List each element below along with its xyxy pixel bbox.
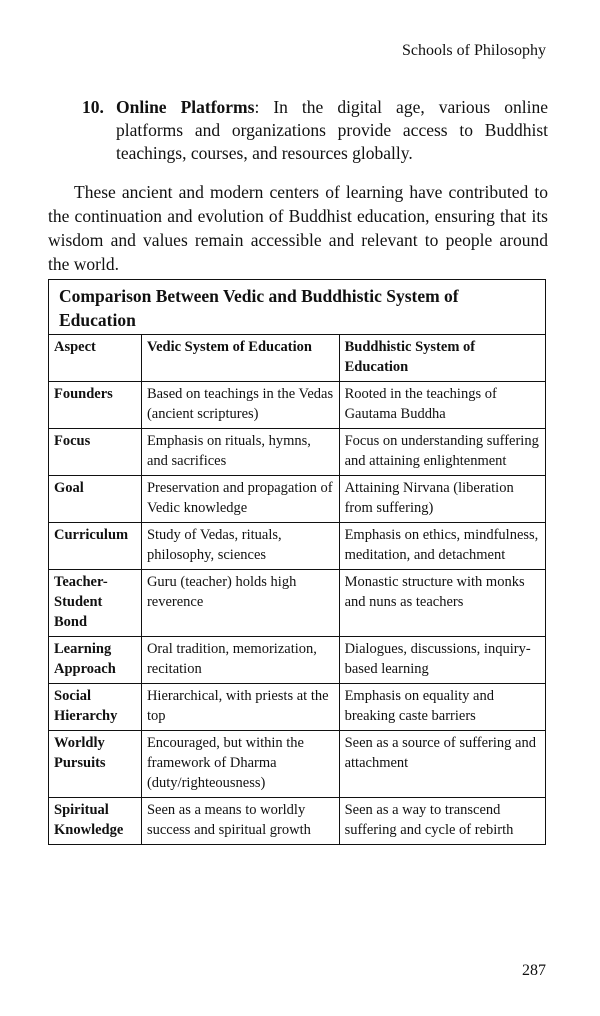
buddhistic-cell: Emphasis on equality and breaking caste barriers (339, 684, 545, 731)
list-item-number: 10. (82, 97, 104, 117)
table-row (49, 570, 546, 637)
buddhistic-cell: Seen as a source of suffering and attachment (339, 731, 545, 798)
comparison-table (48, 279, 546, 845)
vedic-cell: Study of Vedas, rituals, philosophy, sciences (141, 523, 339, 570)
buddhistic-cell: Dialogues, discussions, inquiry-based learning (339, 637, 545, 684)
buddhistic-cell: Rooted in the teachings of Gautama Buddha (339, 382, 545, 429)
table-row (49, 429, 546, 476)
aspect-cell: Curriculum (49, 523, 142, 570)
vedic-cell: Guru (teacher) holds high reverence (141, 570, 339, 637)
aspect-cell: Focus (49, 429, 142, 476)
table-row (49, 637, 546, 684)
aspect-cell: Teacher-Student Bond (49, 570, 142, 637)
vedic-cell: Preservation and propagation of Vedic knowledge (141, 476, 339, 523)
buddhistic-cell: Focus on understanding suffering and attaining enlightenment (339, 429, 545, 476)
running-head: Schools of Philosophy (401, 42, 546, 59)
table-row (49, 523, 546, 570)
column-header-aspect: Aspect (49, 335, 142, 382)
page-number: 287 (522, 962, 546, 979)
vedic-cell: Encouraged, but within the framework of Dharma (duty/righteousness) (141, 731, 339, 798)
list-item-label: Online Platforms (116, 97, 255, 117)
body-paragraph: These ancient and modern centers of learning have contributed to the continuation and evolution of Buddhist education, ensuring that its wisdom and values remain accessible and relevant to people around the world. (48, 182, 548, 274)
aspect-cell: Learning Approach (49, 637, 142, 684)
vedic-cell: Hierarchical, with priests at the top (141, 684, 339, 731)
aspect-cell: Goal (49, 476, 142, 523)
table-caption: Comparison Between Vedic and Buddhistic System of Education (49, 280, 546, 335)
column-header-vedic: Vedic System of Education (141, 335, 339, 382)
table-header-row (49, 335, 546, 382)
buddhistic-cell: Emphasis on ethics, mindfulness, meditation, and detachment (339, 523, 545, 570)
aspect-cell: Social Hierarchy (49, 684, 142, 731)
list-item-body (82, 96, 548, 165)
buddhistic-cell: Monastic structure with monks and nuns as teachers (339, 570, 545, 637)
aspect-cell: Founders (49, 382, 142, 429)
vedic-cell: Oral tradition, memorization, recitation (141, 637, 339, 684)
table-caption-row (49, 280, 546, 335)
table-row (49, 798, 546, 845)
list-item-text: : In the digital age, various online platforms and organizations provide access to Buddhist teachings, courses, and resources globally. (116, 97, 548, 163)
vedic-cell: Emphasis on rituals, hymns, and sacrifices (141, 429, 339, 476)
buddhistic-cell: Seen as a way to transcend suffering and cycle of rebirth (339, 798, 545, 845)
table-row (49, 684, 546, 731)
list-item-online-platforms (82, 96, 548, 165)
buddhistic-cell: Attaining Nirvana (liberation from suffering) (339, 476, 545, 523)
aspect-cell: Worldly Pursuits (49, 731, 142, 798)
table-row (49, 731, 546, 798)
vedic-cell: Based on teachings in the Vedas (ancient scriptures) (141, 382, 339, 429)
table-row (49, 382, 546, 429)
aspect-cell: Spiritual Knowledge (49, 798, 142, 845)
table-row (49, 476, 546, 523)
vedic-cell: Seen as a means to worldly success and spiritual growth (141, 798, 339, 845)
column-header-buddhistic: Buddhistic System of Education (339, 335, 545, 382)
